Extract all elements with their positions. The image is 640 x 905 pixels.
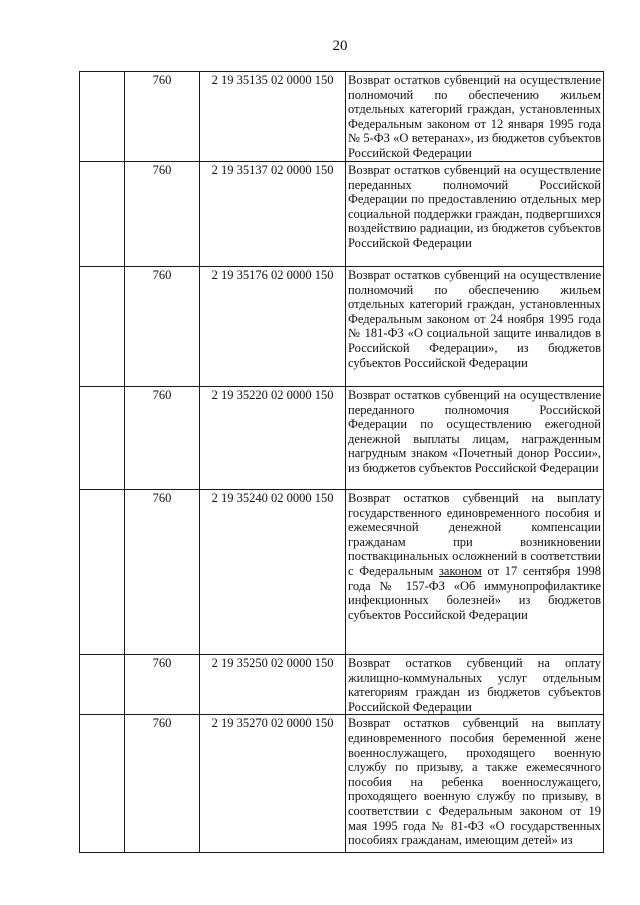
description-cell: Возврат остатков субвенций на осуществление переданных полномочий Российской Федерации по предоставлению отдельных мер социальной поддержки граждан, подвергшихся воздействию радиации, из бюджетов субъектов Российской Федерации	[346, 162, 604, 267]
table-row	[80, 655, 604, 715]
kbk-code-cell: 2 19 35176 02 0000 150	[200, 267, 346, 387]
description-cell	[346, 490, 604, 655]
admin-code-cell: 760	[125, 72, 200, 162]
description-cell: Возврат остатков субвенций на осуществление переданного полномочия Российской Федерации по осуществлению ежегодной денежной выплаты лицам, награжденным нагрудным знаком «Почетный донор России», из бюджетов субъектов Российской Федерации	[346, 387, 604, 490]
description-cell: Возврат остатков субвенций на осуществление полномочий по обеспечению жильем отдельных категорий граждан, установленных Федеральным законом от 24 ноября 1995 года № 181-ФЗ «О социальной защите инвалидов в Российской Федерации», из бюджетов субъектов Российской Федерации	[346, 267, 604, 387]
empty-cell	[80, 267, 125, 387]
kbk-code-cell: 2 19 35240 02 0000 150	[200, 490, 346, 655]
admin-code-cell: 760	[125, 715, 200, 853]
admin-code-cell: 760	[125, 267, 200, 387]
empty-cell	[80, 655, 125, 715]
empty-cell	[80, 162, 125, 267]
table-row	[80, 387, 604, 490]
table-row	[80, 162, 604, 267]
law-link[interactable]: законом	[438, 563, 482, 578]
kbk-code-cell: 2 19 35135 02 0000 150	[200, 72, 346, 162]
empty-cell	[80, 715, 125, 853]
table-row	[80, 267, 604, 387]
empty-cell	[80, 72, 125, 162]
kbk-code-cell: 2 19 35250 02 0000 150	[200, 655, 346, 715]
table-row	[80, 72, 604, 162]
page-number: 20	[332, 38, 348, 54]
empty-cell	[80, 490, 125, 655]
kbk-code-cell: 2 19 35137 02 0000 150	[200, 162, 346, 267]
table-row	[80, 715, 604, 853]
admin-code-cell: 760	[125, 387, 200, 490]
admin-code-cell: 760	[125, 655, 200, 715]
description-cell: Возврат остатков субвенций на выплату единовременного пособия беременной жене военнослужащего, проходящего военную службу по призыву, а также ежемесячного пособия на ребенка военнослужащего, проходящего военную службу по призыву, в соответствии с Федеральным законом от 19 мая 1995 года № 81-ФЗ «О государственных пособиях гражданам, имеющим детей» из	[346, 715, 604, 853]
description-text: Возврат остатков субвенций на выплату государственного единовременного пособия и ежемесячной денежной компенсации гражданам при возникновении поствакцинальных осложнений в соответствии с Федеральным	[348, 491, 601, 578]
description-text: от 17 сентября 1998 года № 157-ФЗ «Об иммунопрофилактике инфекционных болезней» из бюджетов субъектов Российской Федерации	[348, 563, 601, 622]
admin-code-cell: 760	[125, 162, 200, 267]
budget-classification-table	[79, 71, 604, 853]
admin-code-cell: 760	[125, 490, 200, 655]
kbk-code-cell: 2 19 35220 02 0000 150	[200, 387, 346, 490]
table-row	[80, 490, 604, 655]
kbk-code-cell: 2 19 35270 02 0000 150	[200, 715, 346, 853]
description-cell: Возврат остатков субвенций на оплату жилищно-коммунальных услуг отдельным категориям граждан из бюджетов субъектов Российской Федерации	[346, 655, 604, 715]
empty-cell	[80, 387, 125, 490]
description-cell: Возврат остатков субвенций на осуществление полномочий по обеспечению жильем отдельных категорий граждан, установленных Федеральным законом от 12 января 1995 года № 5-ФЗ «О ветеранах», из бюджетов субъектов Российской Федерации	[346, 72, 604, 162]
